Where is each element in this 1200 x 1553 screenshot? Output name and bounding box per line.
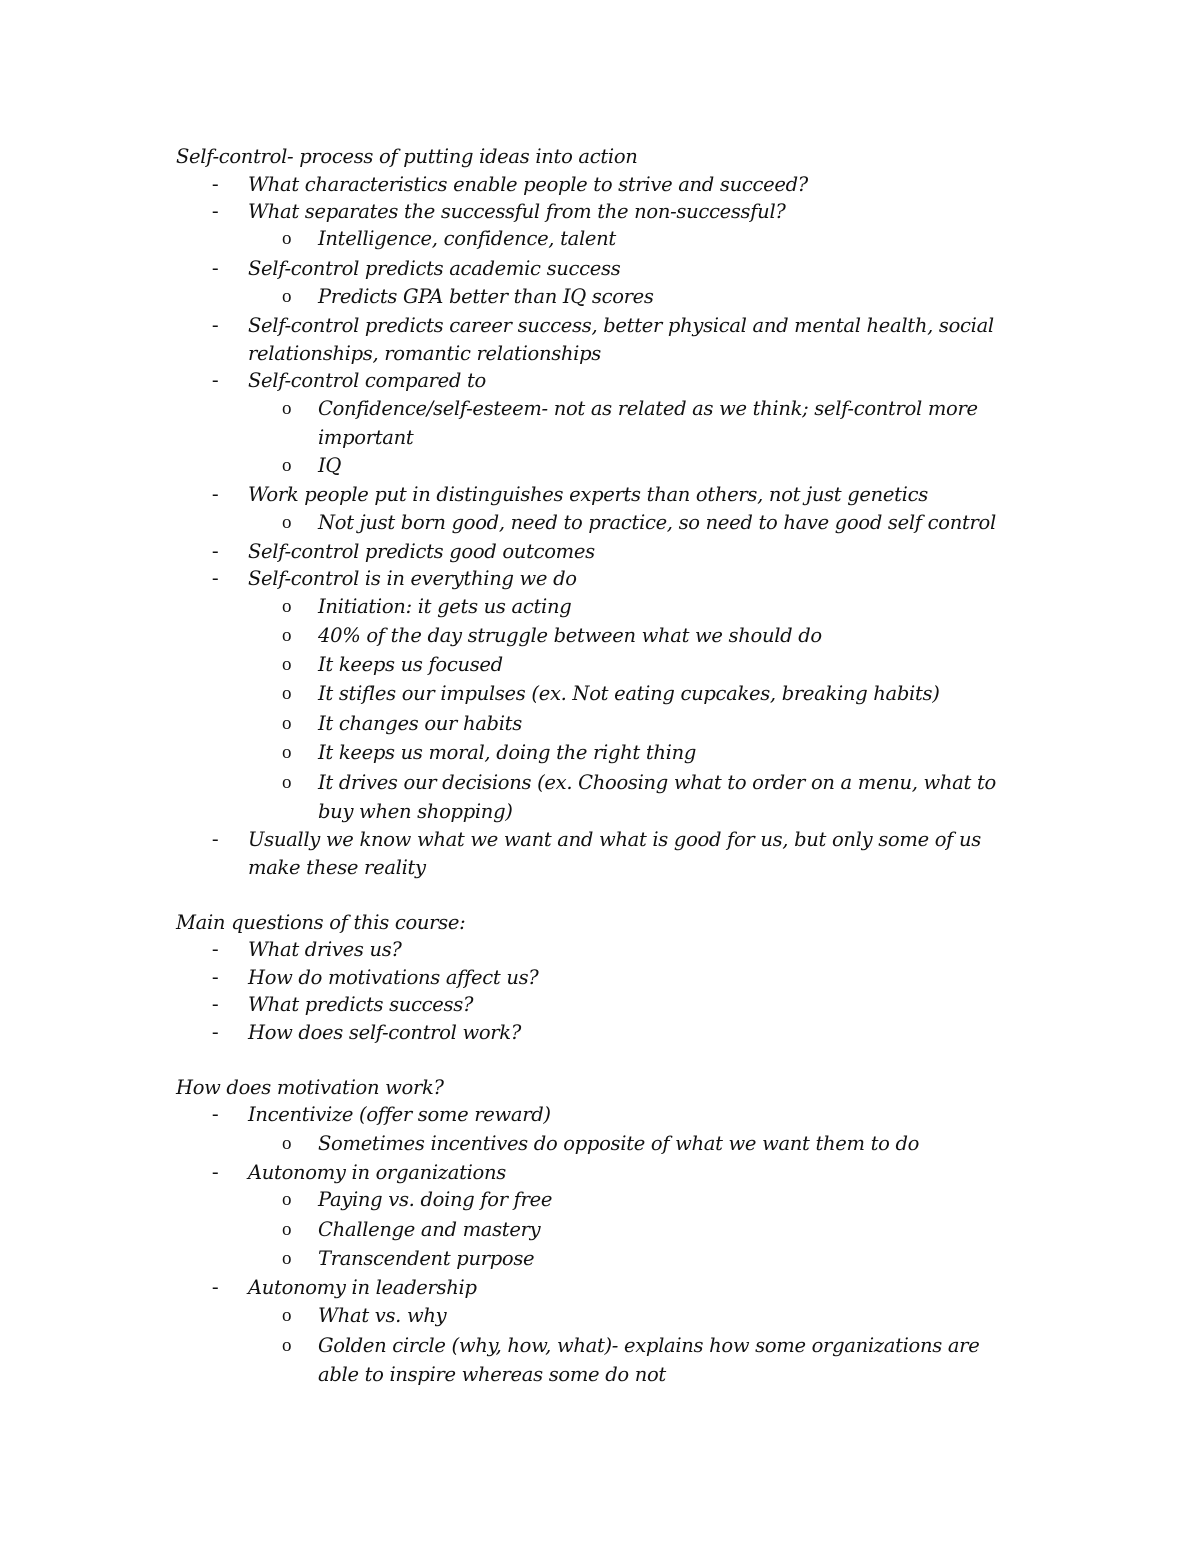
dash-bullet: -: [212, 1277, 219, 1298]
list-item-text: Transcendent purpose: [318, 1247, 535, 1270]
list-item-text: make these reality: [248, 856, 426, 879]
list-item-text: Autonomy in organizations: [248, 1161, 506, 1184]
dash-bullet: -: [212, 484, 219, 505]
list-item-text: Work people put in distinguishes experts than others, not just genetics: [248, 483, 928, 506]
list-item-text: Paying vs. doing for free: [318, 1188, 553, 1211]
circle-bullet: o: [282, 683, 292, 704]
list-item-text: 40% of the day struggle between what we should do: [318, 624, 822, 647]
circle-bullet: o: [282, 1335, 292, 1356]
list-item-text: What characteristics enable people to strive and succeed?: [248, 173, 808, 196]
list-item-text: Intelligence, confidence, talent: [318, 227, 616, 250]
list-item-text: important: [318, 426, 414, 449]
list-item-text: Self-control predicts good outcomes: [248, 540, 595, 563]
list-item-text: Usually we know what we want and what is good for us, but only some of us: [248, 828, 981, 851]
circle-bullet: o: [282, 1219, 292, 1240]
list-item-text: Self-control is in everything we do: [248, 567, 577, 590]
dash-bullet: -: [212, 1104, 219, 1125]
section-heading: Main questions of this course:: [176, 911, 466, 934]
list-item-text: Sometimes incentives do opposite of what we want them to do: [318, 1132, 920, 1155]
list-item-text: Not just born good, need to practice, so need to have good self control: [318, 511, 996, 534]
list-item-text: Predicts GPA better than IQ scores: [318, 285, 654, 308]
circle-bullet: o: [282, 772, 292, 793]
list-item-text: What separates the successful from the non-successful?: [248, 200, 786, 223]
list-item-text: It drives our decisions (ex. Choosing what to order on a menu, what to: [318, 771, 996, 794]
list-item-text: It stifles our impulses (ex. Not eating cupcakes, breaking habits): [318, 682, 940, 705]
list-item-text: Self-control predicts career success, better physical and mental health, social: [248, 314, 994, 337]
list-item-text: How does self-control work?: [248, 1021, 521, 1044]
circle-bullet: o: [282, 228, 292, 249]
list-item-text: It changes our habits: [318, 712, 522, 735]
dash-bullet: -: [212, 939, 219, 960]
dash-bullet: -: [212, 174, 219, 195]
list-item-text: It keeps us moral, doing the right thing: [318, 741, 697, 764]
circle-bullet: o: [282, 1248, 292, 1269]
section-heading: How does motivation work?: [176, 1076, 444, 1099]
list-item-text: What predicts success?: [248, 993, 474, 1016]
circle-bullet: o: [282, 742, 292, 763]
list-item-text: Self-control predicts academic success: [248, 257, 621, 280]
dash-bullet: -: [212, 568, 219, 589]
dash-bullet: -: [212, 258, 219, 279]
list-item-text: What vs. why: [318, 1304, 447, 1327]
list-item-text: Incentivize (offer some reward): [248, 1103, 551, 1126]
dash-bullet: -: [212, 829, 219, 850]
dash-bullet: -: [212, 1022, 219, 1043]
circle-bullet: o: [282, 713, 292, 734]
list-item-text: Golden circle (why, how, what)- explains how some organizations are: [318, 1334, 980, 1357]
section-heading: Self-control- process of putting ideas into action: [176, 145, 638, 168]
list-item-text: Autonomy in leadership: [248, 1276, 477, 1299]
list-item-text: Challenge and mastery: [318, 1218, 541, 1241]
circle-bullet: o: [282, 654, 292, 675]
circle-bullet: o: [282, 596, 292, 617]
circle-bullet: o: [282, 512, 292, 533]
dash-bullet: -: [212, 370, 219, 391]
dash-bullet: -: [212, 994, 219, 1015]
circle-bullet: o: [282, 455, 292, 476]
circle-bullet: o: [282, 625, 292, 646]
circle-bullet: o: [282, 1305, 292, 1326]
list-item-text: Self-control compared to: [248, 369, 486, 392]
list-item-text: Confidence/self-esteem- not as related as we think; self-control more: [318, 397, 978, 420]
dash-bullet: -: [212, 201, 219, 222]
circle-bullet: o: [282, 1189, 292, 1210]
list-item-text: relationships, romantic relationships: [248, 342, 602, 365]
circle-bullet: o: [282, 398, 292, 419]
circle-bullet: o: [282, 286, 292, 307]
circle-bullet: o: [282, 1133, 292, 1154]
dash-bullet: -: [212, 315, 219, 336]
list-item-text: It keeps us focused: [318, 653, 503, 676]
list-item-text: What drives us?: [248, 938, 402, 961]
dash-bullet: -: [212, 967, 219, 988]
list-item-text: buy when shopping): [318, 800, 513, 823]
list-item-text: able to inspire whereas some do not: [318, 1363, 666, 1386]
list-item-text: IQ: [318, 454, 342, 477]
list-item-text: Initiation: it gets us acting: [318, 595, 572, 618]
dash-bullet: -: [212, 1162, 219, 1183]
dash-bullet: -: [212, 541, 219, 562]
list-item-text: How do motivations affect us?: [248, 966, 539, 989]
